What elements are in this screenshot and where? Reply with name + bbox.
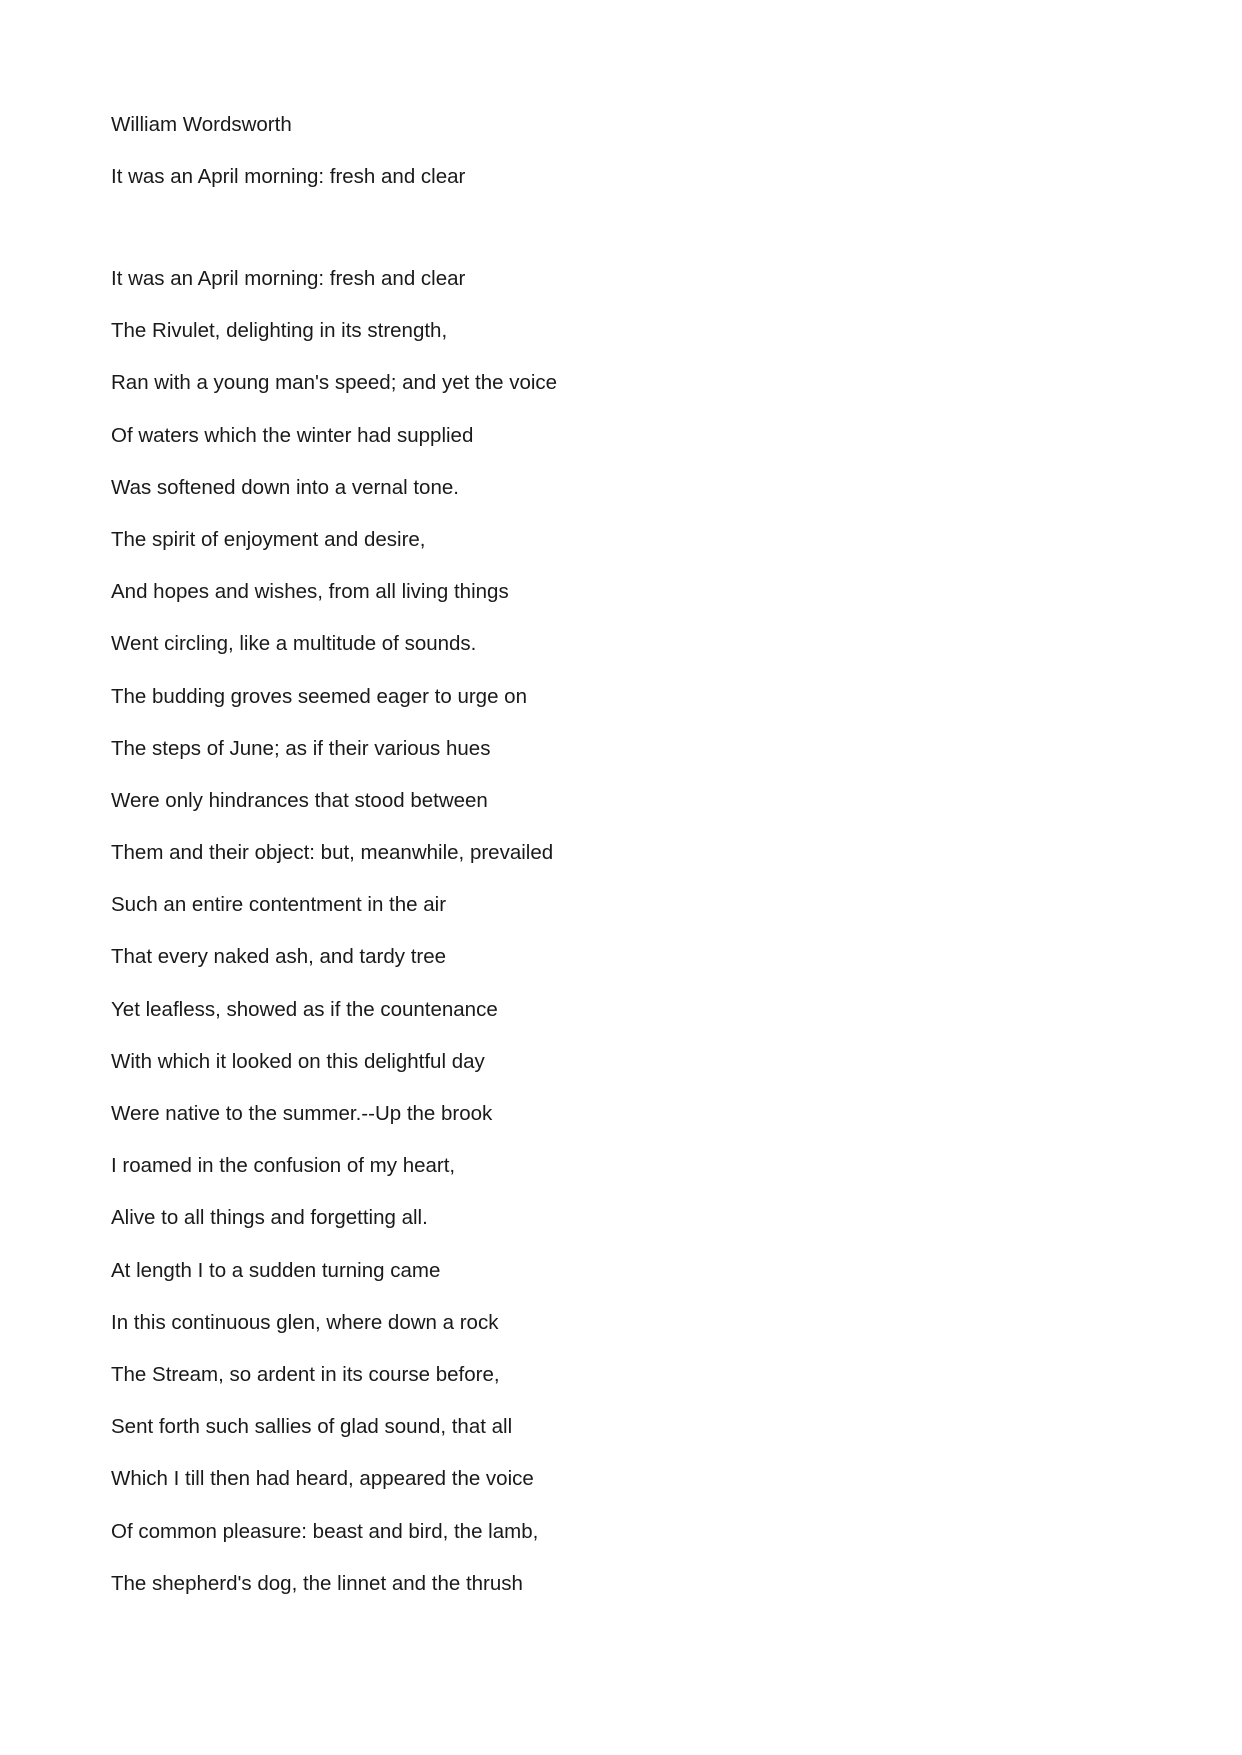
poem-line: It was an April morning: fresh and clear	[111, 267, 466, 290]
poem-line: Such an entire contentment in the air	[111, 893, 447, 917]
poem-line: At length I to a sudden turning came	[111, 1258, 441, 1282]
poem-line: Which I till then had heard, appeared the voice	[111, 1467, 534, 1491]
poem-line: Of waters which the winter had supplied	[111, 423, 474, 447]
document-header	[111, 113, 465, 217]
poem-line: Were native to the summer.--Up the brook	[111, 1102, 493, 1125]
author-name: William Wordsworth	[111, 113, 292, 136]
poem-line: I roamed in the confusion of my heart,	[111, 1154, 456, 1178]
poem-line: Went circling, like a multitude of sounds.	[111, 632, 477, 656]
poem-body	[111, 267, 557, 1624]
poem-line: Alive to all things and forgetting all.	[111, 1206, 428, 1230]
poem-line: Ran with a young man's speed; and yet the voice	[111, 371, 558, 395]
poem-line: The budding groves seemed eager to urge on	[111, 684, 527, 708]
poem-line: The spirit of enjoyment and desire,	[111, 527, 426, 551]
poem-line: Them and their object: but, meanwhile, prevailed	[111, 841, 554, 865]
poem-line: Were only hindrances that stood between	[111, 788, 488, 812]
poem-line: That every naked ash, and tardy tree	[111, 945, 447, 969]
poem-line: With which it looked on this delightful day	[111, 1049, 485, 1073]
poem-title: It was an April morning: fresh and clear	[111, 165, 466, 189]
poem-line: The shepherd's dog, the linnet and the thrush	[111, 1571, 523, 1595]
poem-line: The Rivulet, delighting in its strength,	[111, 319, 448, 343]
poem-line: The steps of June; as if their various hues	[111, 736, 491, 760]
poem-line: In this continuous glen, where down a rock	[111, 1310, 499, 1334]
poem-line: Of common pleasure: beast and bird, the lamb,	[111, 1519, 539, 1543]
poem-line: Sent forth such sallies of glad sound, that all	[111, 1415, 513, 1439]
poem-line: The Stream, so ardent in its course before,	[111, 1362, 500, 1386]
poem-line: And hopes and wishes, from all living things	[111, 580, 509, 604]
poem-line: Yet leafless, showed as if the countenance	[111, 997, 498, 1021]
poem-line: Was softened down into a vernal tone.	[111, 475, 459, 499]
